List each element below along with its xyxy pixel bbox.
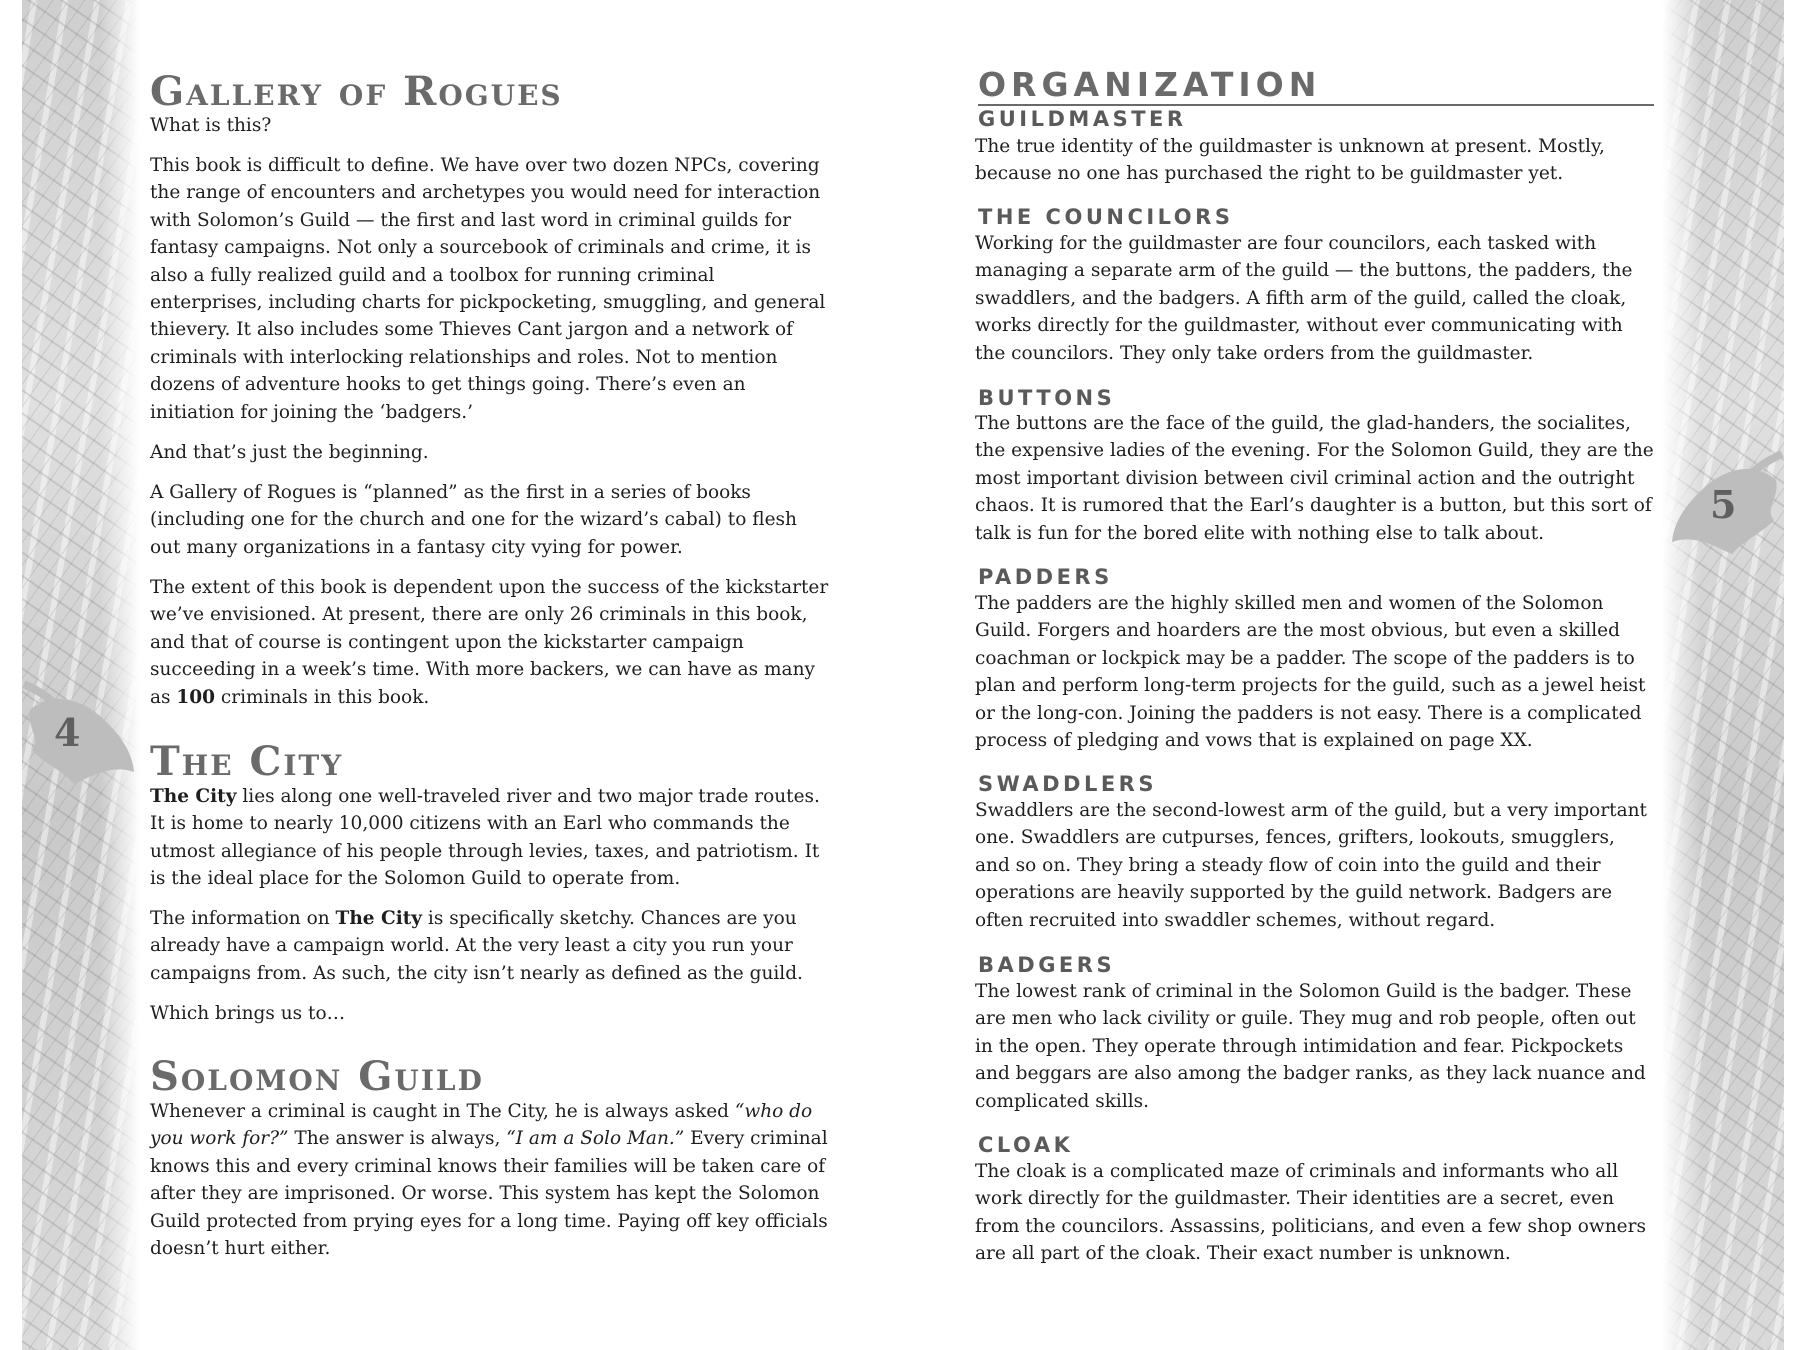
gallery-paragraph-4: The extent of this book is dependent upon the success of the kickstarter we’ve envisioned. At present, there are only 26 criminals in this book, and that of course is contingent upon the kickstarter campaign succeeding in a week’s time. With more backers, we can have as many as 100 criminals in this book. xyxy=(150,577,829,708)
organization-heading: ORGANIZATION xyxy=(978,66,1654,106)
the-city-heading: The City xyxy=(150,738,344,785)
swaddlers-heading: SWADDLERS xyxy=(978,772,1157,796)
swaddlers-text: Swaddlers are the second-lowest arm of the guild, but a very important one. Swaddlers are cutpurses, fences, grifters, lookouts, smugglers, and so on. They bring a steady flow of coin into the guild and their operations are heavily supported by the guild network. Badgers are often recruited into swaddler schemes, without regard. xyxy=(975,800,1647,931)
cloak-text: The cloak is a complicated maze of criminals and informants who all work directly for the guildmaster. Their identities are a secret, even from the councilors. Assassins, politicians, and even a few shop owners are all part of the cloak. Their exact number is unknown. xyxy=(975,1161,1646,1265)
criminal-count: 100 xyxy=(176,686,216,708)
councilors-text: Working for the guildmaster are four councilors, each tasked with managing a separate arm of the guild — the buttons, the padders, the swaddlers, and the badgers. A fifth arm of the guild, called the cloak, works directly for the guildmaster, without ever communicating with the councilors. They only take orders from the guildmaster. xyxy=(975,233,1633,364)
solomon-guild-heading: Solomon Guild xyxy=(150,1053,484,1100)
page-number-right: 5 xyxy=(1710,482,1737,527)
badgers-text: The lowest rank of criminal in the Solomon Guild is the badger. These are men who lack civility or guile. They mug and rob people, often out in the open. They operate through intimidation and fear. Pickpockets and beggars are also among the badger ranks, as they lack nuance and complicated skills. xyxy=(975,981,1646,1112)
gallery-of-rogues-heading: Gallery of Rogues xyxy=(150,68,563,115)
city-paragraph-3: Which brings us to… xyxy=(150,1003,346,1024)
padders-heading: PADDERS xyxy=(978,565,1113,589)
city-paragraph-1: The City lies along one well-traveled river and two major trade routes. It is home to nearly 10,000 citizens with an Earl who commands the utmost allegiance of his people through levies, taxes, and patriotism. It is the ideal place for the Solomon Guild to operate from. xyxy=(150,786,820,890)
padders-text: The padders are the highly skilled men and women of the Solomon Guild. Forgers and hoarders are the most obvious, but even a skilled coachman or lockpick may be a padder. The scope of the padders is to plan and perform long-term projects for the guild, such as a jewel heist or the long-con. Joining the padders is not easy. There is a complicated process of pledging and vows that is explained on page XX. xyxy=(975,593,1646,752)
cloak-heading: CLOAK xyxy=(978,1133,1074,1157)
solomon-paragraph-1: Whenever a criminal is caught in The City, he is always asked “who do you work for?” The answer is always, “I am a Solo Man.” Every criminal knows this and every criminal knows their families will be taken care of after they are imprisoned. Or worse. This system has kept the Solomon Guild protected from prying eyes for a long time. Paying off key officials doesn’t hurt either. xyxy=(150,1101,828,1260)
page-number-left: 4 xyxy=(54,710,81,755)
gallery-paragraph-1: This book is difficult to define. We have over two dozen NPCs, covering the range of encounters and archetypes you would need for interaction with Solomon’s Guild — the first and last word in criminal guilds for fantasy campaigns. Not only a sourcebook of criminals and crime, it is also a fully realized guild and a toolbox for running criminal enterprises, including charts for pickpocketing, smuggling, and general thievery. It also includes some Thieves Cant jargon and a network of criminals with interlocking relationships and roles. Not to mention dozens of adventure hooks to get things going. There’s even an initiation for joining the ‘badgers.’ xyxy=(150,155,826,423)
guildmaster-heading: GUILDMASTER xyxy=(978,107,1187,131)
left-page-number-splash xyxy=(22,680,140,790)
gallery-paragraph-2: And that’s just the beginning. xyxy=(150,442,429,463)
gallery-paragraph-3: A Gallery of Rogues is “planned” as the first in a series of books (including one for the church and one for the wizard’s cabal) to flesh out many organizations in a fantasy city vying for power. xyxy=(150,482,797,558)
left-map-border xyxy=(0,0,140,1350)
guildmaster-text: The true identity of the guildmaster is unknown at present. Mostly, because no one has purchased the right to be guildmaster yet. xyxy=(975,136,1605,185)
buttons-heading: BUTTONS xyxy=(978,386,1116,410)
badgers-heading: BADGERS xyxy=(978,953,1116,977)
right-map-border xyxy=(1662,0,1800,1350)
buttons-text: The buttons are the face of the guild, the glad-handers, the socialites, the expensive ladies of the evening. For the Solomon Guild, they are the most important division between civil criminal action and the outright chaos. It is rumored that the Earl’s daughter is a button, but this sort of talk is fun for the bored elite with nothing else to talk about. xyxy=(975,413,1654,544)
councilors-heading: THE COUNCILORS xyxy=(978,205,1234,229)
gallery-subtitle: What is this? xyxy=(150,115,272,136)
city-paragraph-2: The information on The City is specifically sketchy. Chances are you already have a campaign world. At the very least a city you run your campaigns from. As such, the city isn’t nearly as defined as the guild. xyxy=(150,908,803,984)
